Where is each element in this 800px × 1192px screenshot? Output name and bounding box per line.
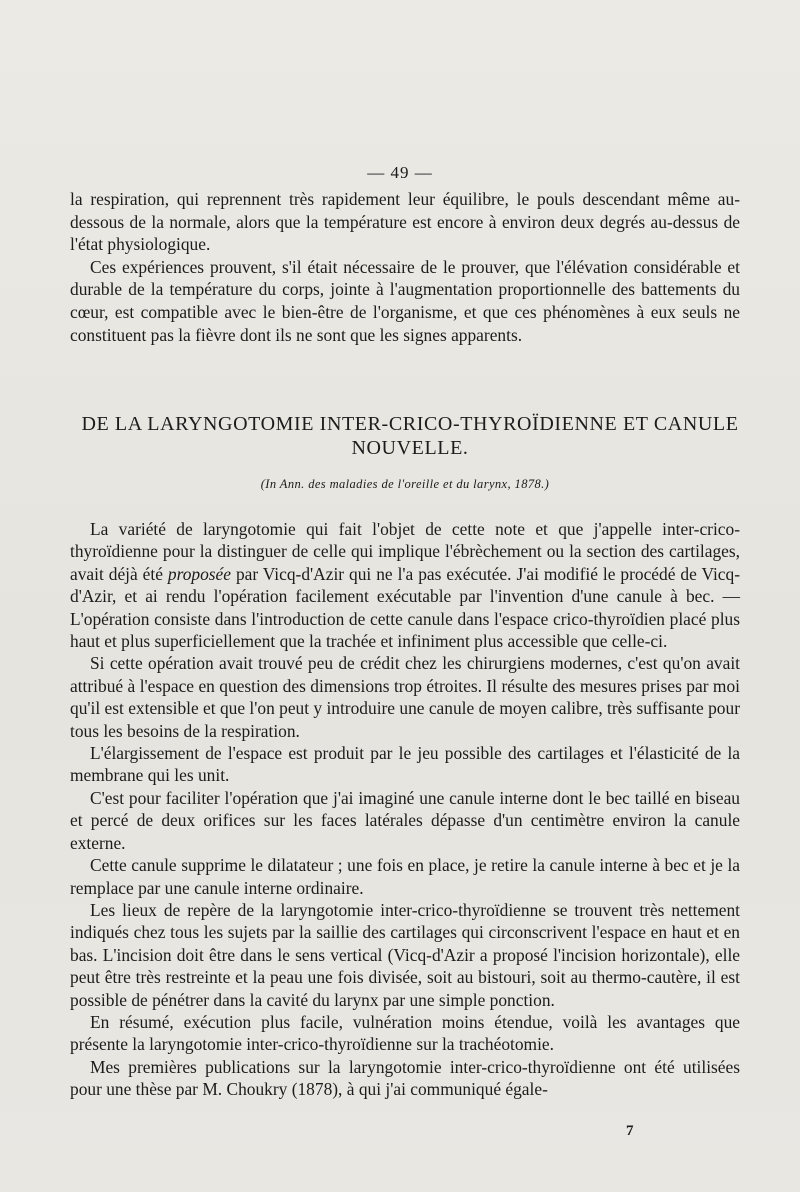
paragraph-experiences: Ces expériences prouvent, s'il était nécessaire de le prouver, que l'élévation considérable et durable de la température du corps, jointe à l'augmentation proportionnelle des battements du cœur, est compatible avec le bien-être de l'organisme, et que ces phénomènes à eux seuls ne constituent pas la fièvre dont ils ne sont que les signes apparents. bbox=[70, 256, 740, 345]
paragraph-credit: Si cette opération avait trouvé peu de crédit chez les chirurgiens modernes, c'est qu'on avait attribué à l'espace en question des dimensions trop étroites. Il résulte des mesures prises par moi qu'il est extensible et que l'on peut y introduire une canule de moyen calibre, très suffisante pour tous les besoins de la respiration. bbox=[70, 653, 740, 741]
paragraph-variete-end: par Vicq-d'Azir qui ne l'a pas exécutée. J'ai modifié le procédé de Vicq-d'Azir, et ai rendu l'opération facilement exécutable par l'invention d'une canule à bec. — L'opération consiste dans l'introduction de cette canule dans l'espace crico-thyroïdien placé plus haut et plus superficiellement que la trachée et infiniment plus accessible que celle-ci. bbox=[70, 563, 740, 652]
paragraph-dilatateur: Cette canule supprime le dilatateur ; une fois en place, je retire la canule interne à bec et je la remplace par une canule interne ordinaire. bbox=[70, 855, 740, 898]
paragraph-elargissement: L'élargissement de l'espace est produit par le jeu possible des cartilages et l'élasticité de la membrane qui les unit. bbox=[70, 743, 740, 786]
page-number: — 49 — bbox=[367, 163, 433, 182]
paragraph-variete bbox=[70, 518, 740, 652]
article-body bbox=[70, 518, 740, 1101]
emphasis-proposee: proposée bbox=[167, 563, 231, 584]
paragraph-canule-interne: C'est pour faciliter l'opération que j'ai imaginé une canule interne dont le bec taillé en biseau et percé de deux orifices sur les faces latérales dépasse d'un centimètre environ la canule externe. bbox=[70, 787, 740, 853]
paragraph-respiration: la respiration, qui reprennent très rapidement leur équilibre, le pouls descendant même au-dessous de la normale, alors que la température est encore à environ deux degrés au-dessus de l'état physiologique. bbox=[70, 189, 740, 255]
paragraph-resume: En résumé, exécution plus facile, vulnération moins étendue, voilà les avantages que présente la laryngotomie inter-crico-thyroïdienne sur la trachéotomie. bbox=[70, 1011, 740, 1055]
paragraph-publications: Mes premières publications sur la laryngotomie inter-crico-thyroïdienne ont été utilisées pour une thèse par M. Choukry (1878), à qui j'ai communiqué égale- bbox=[70, 1056, 740, 1100]
continued-text bbox=[70, 188, 740, 346]
source-citation: (In Ann. des maladies de l'oreille et du larynx, 1878.) bbox=[260, 477, 550, 491]
paragraph-reperes: Les lieux de repère de la laryngotomie inter-crico-thyroïdienne se trouvent très nettement indiqués chez tous les sujets par la saillie des cartilages qui circonscrivent l'espace en haut et en bas. L'incision doit être dans le sens vertical (Vicq-d'Azir a proposé l'incision horizontale), elle peut être très restreinte et la peau une fois divisée, soit au bistouri, soit au thermo-cautère, il est possible de pénétrer dans la cavité du larynx par une simple ponction. bbox=[70, 899, 740, 1010]
signature-mark: 7 bbox=[626, 1123, 634, 1139]
paragraph-variete-start: La variété de laryngotomie qui fait l'objet de cette note et que j'appelle inter-crico-thyroïdienne pour la distinguer de celle qui implique l'ébrèchement ou la section des cartilages, avait déjà été bbox=[70, 519, 740, 584]
section-title: DE LA LARYNGOTOMIE INTER-CRICO-THYROÏDIENNE ET CANULE NOUVELLE. bbox=[81, 413, 739, 459]
